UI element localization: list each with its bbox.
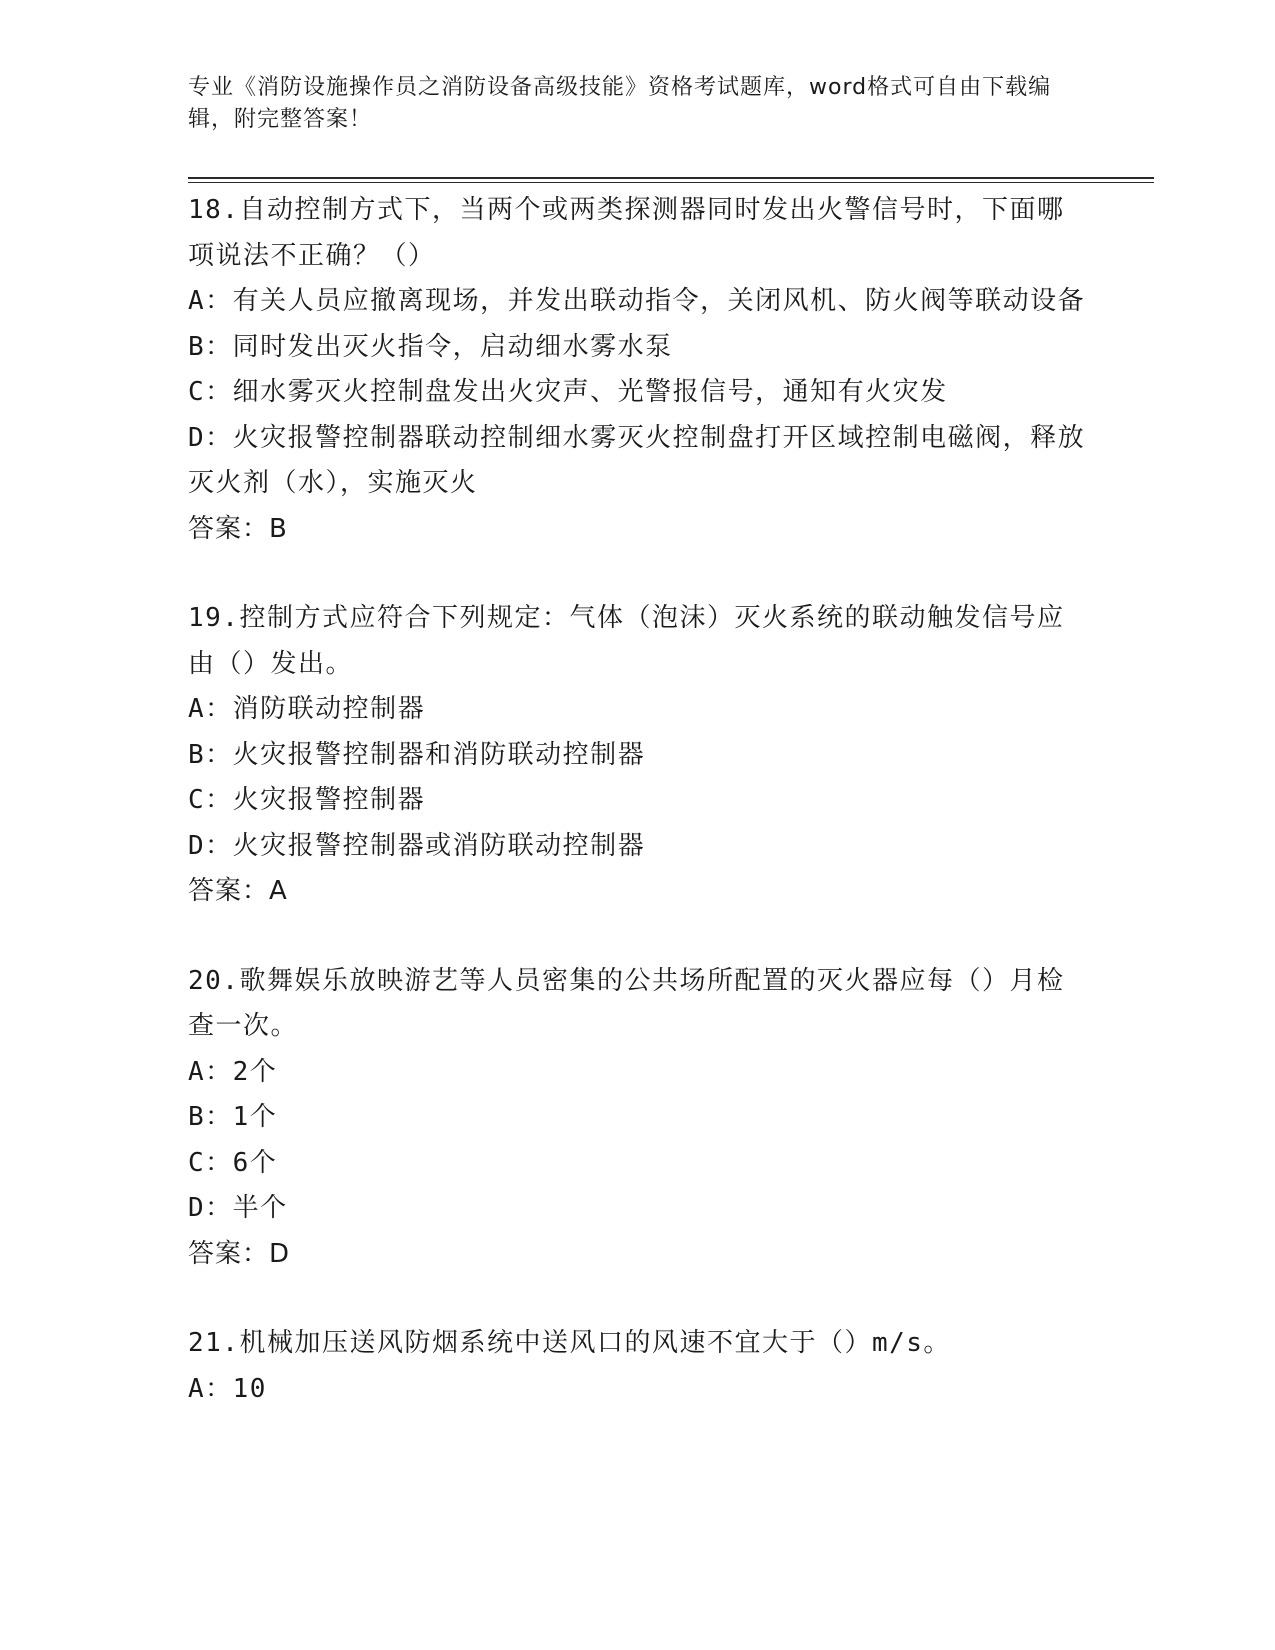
option-c: C：细水雾灭火控制盘发出火灾声、光警报信号，通知有火灾发 <box>188 377 948 407</box>
option-d: D：火灾报警控制器联动控制细水雾灭火控制盘打开区域控制电磁阀，释放灭火剂（水），实施灭火 <box>188 422 1086 498</box>
question-text: 19.控制方式应符合下列规定：气体（泡沫）灭火系统的联动触发信号应由（）发出。 <box>188 603 1065 679</box>
answer: 答案：B <box>188 513 288 544</box>
option-a: A：消防联动控制器 <box>188 694 426 724</box>
option-d: D：火灾报警控制器或消防联动控制器 <box>188 830 646 861</box>
option-c: C：火灾报警控制器 <box>188 785 426 815</box>
option-a: A：2个 <box>188 1056 278 1087</box>
header-divider-thin <box>188 182 1154 183</box>
option-a: A：10 <box>188 1373 267 1404</box>
option-c: C：6个 <box>188 1147 278 1178</box>
option-a: A：有关人员应撤离现场，并发出联动指令，关闭风机、防火阀等联动设备 <box>188 286 1086 316</box>
answer: 答案：A <box>188 876 288 906</box>
answer: 答案：D <box>188 1238 291 1269</box>
question-list <box>188 188 1088 1456</box>
question-21 <box>188 1321 1088 1412</box>
option-b: B：1个 <box>188 1102 278 1132</box>
question-text: 20.歌舞娱乐放映游艺等人员密集的公共场所配置的灭火器应每（）月检查一次。 <box>188 965 1065 1041</box>
question-18 <box>188 188 1088 552</box>
option-d: D：半个 <box>188 1193 288 1223</box>
option-b: B：火灾报警控制器和消防联动控制器 <box>188 739 646 770</box>
question-text: 21.机械加压送风防烟系统中送风口的风速不宜大于（）m/s。 <box>188 1328 951 1358</box>
header-divider-thick <box>188 177 1154 179</box>
question-19 <box>188 596 1088 915</box>
question-20 <box>188 959 1088 1278</box>
document-header: 专业《消防设施操作员之消防设备高级技能》资格考试题库，word格式可自由下载编辑，附完整答案！ <box>188 75 1052 132</box>
option-b: B：同时发出灭火指令，启动细水雾水泵 <box>188 331 673 362</box>
question-text: 18.自动控制方式下，当两个或两类探测器同时发出火警信号时，下面哪项说法不正确？（） <box>188 195 1065 271</box>
